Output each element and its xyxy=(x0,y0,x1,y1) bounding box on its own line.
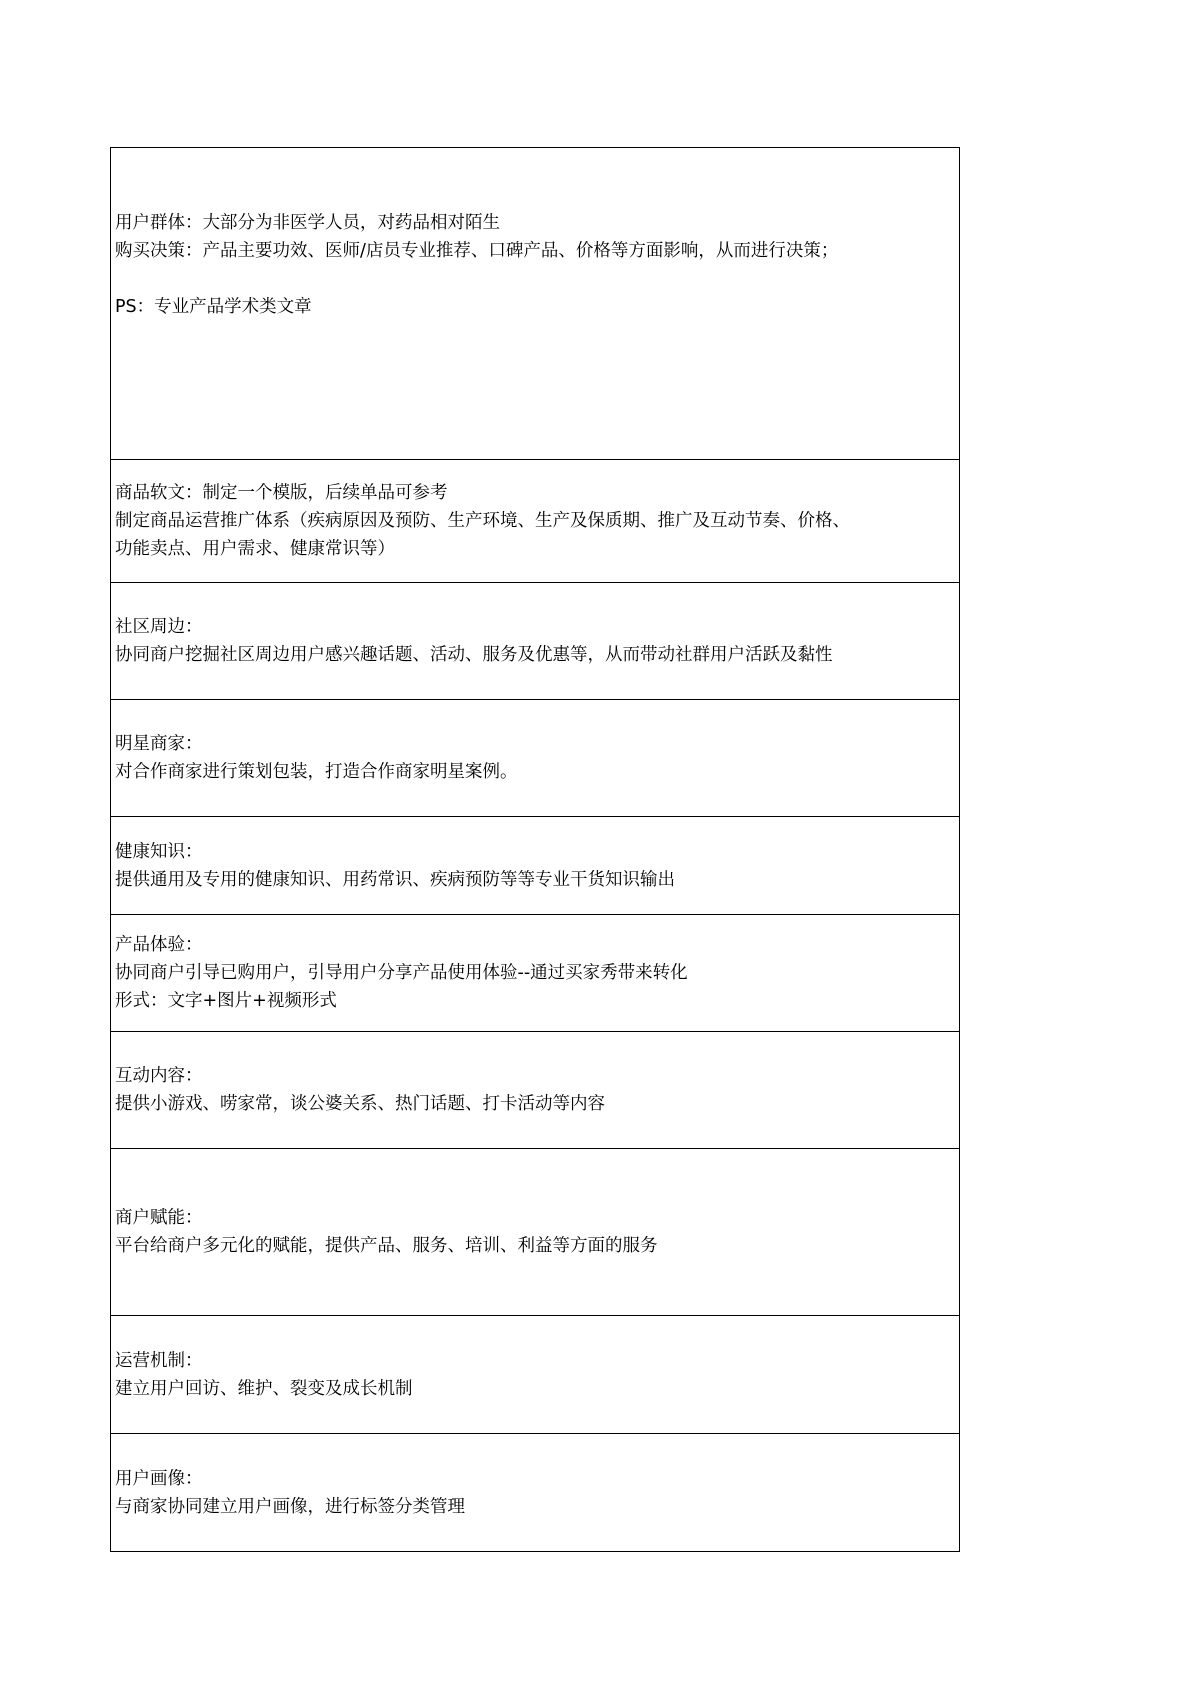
cell-line: 与商家协同建立用户画像，进行标签分类管理 xyxy=(115,1496,465,1517)
cell-line: 社区周边： xyxy=(115,617,203,637)
cell-line: PS：专业产品学术类文章 xyxy=(115,296,312,317)
cell-line: 产品体验： xyxy=(115,935,203,955)
table-row-merchant-enablement xyxy=(111,1149,960,1316)
cell-line: 制定商品运营推广体系（疾病原因及预防、生产环境、生产及保质期、推广及互动节奏、价格、 xyxy=(115,511,850,531)
cell-line: 健康知识： xyxy=(115,841,203,862)
content-plan-table xyxy=(110,147,960,1552)
table-cell xyxy=(111,915,960,1032)
table-cell xyxy=(111,1434,960,1552)
table-cell xyxy=(111,583,960,700)
table-row-star-merchant xyxy=(111,700,960,817)
cell-line: 运营机制： xyxy=(115,1350,203,1371)
cell-line: 协同商户挖掘社区周边用户感兴趣话题、活动、服务及优惠等，从而带动社群用户活跃及黏性 xyxy=(115,645,833,665)
cell-line: 购买决策：产品主要功效、医师/店员专业推荐、口碑产品、价格等方面影响，从而进行决策； xyxy=(115,240,839,261)
table-row-community xyxy=(111,583,960,700)
cell-line: 提供小游戏、唠家常，谈公婆关系、热门话题、打卡活动等内容 xyxy=(115,1094,605,1114)
cell-line: 对合作商家进行策划包装，打造合作商家明星案例。 xyxy=(115,762,518,782)
table-row-product-experience xyxy=(111,915,960,1032)
table-row-operation-mechanism xyxy=(111,1316,960,1434)
cell-line: 用户群体：大部分为非医学人员，对药品相对陌生 xyxy=(115,212,500,233)
table-cell xyxy=(111,1032,960,1149)
table-row-user-group xyxy=(111,148,960,460)
cell-line: 功能卖点、用户需求、健康常识等） xyxy=(115,539,395,559)
table-row-interactive-content xyxy=(111,1032,960,1149)
table-row-product-copy xyxy=(111,460,960,583)
cell-line: 互动内容： xyxy=(115,1066,203,1086)
cell-line: 商品软文：制定一个模版，后续单品可参考 xyxy=(115,483,448,503)
cell-line: 建立用户回访、维护、裂变及成长机制 xyxy=(115,1378,413,1399)
cell-line: 用户画像： xyxy=(115,1468,203,1489)
cell-line: 协同商户引导已购用户，引导用户分享产品使用体验--通过买家秀带来转化 xyxy=(115,963,688,983)
table-row-user-profile xyxy=(111,1434,960,1552)
table-cell xyxy=(111,148,960,460)
table-cell xyxy=(111,1149,960,1316)
cell-line: 明星商家： xyxy=(115,734,203,754)
cell-line: 提供通用及专用的健康知识、用药常识、疾病预防等等专业干货知识输出 xyxy=(115,869,675,890)
table-cell xyxy=(111,1316,960,1434)
table-cell xyxy=(111,817,960,915)
cell-line: 平台给商户多元化的赋能，提供产品、服务、培训、利益等方面的服务 xyxy=(115,1236,658,1256)
cell-blank-line xyxy=(115,265,955,293)
cell-line: 商户赋能： xyxy=(115,1208,203,1228)
table-cell xyxy=(111,700,960,817)
table-cell xyxy=(111,460,960,583)
table-row-health-knowledge xyxy=(111,817,960,915)
cell-line: 形式：文字+图片+视频形式 xyxy=(115,991,337,1011)
